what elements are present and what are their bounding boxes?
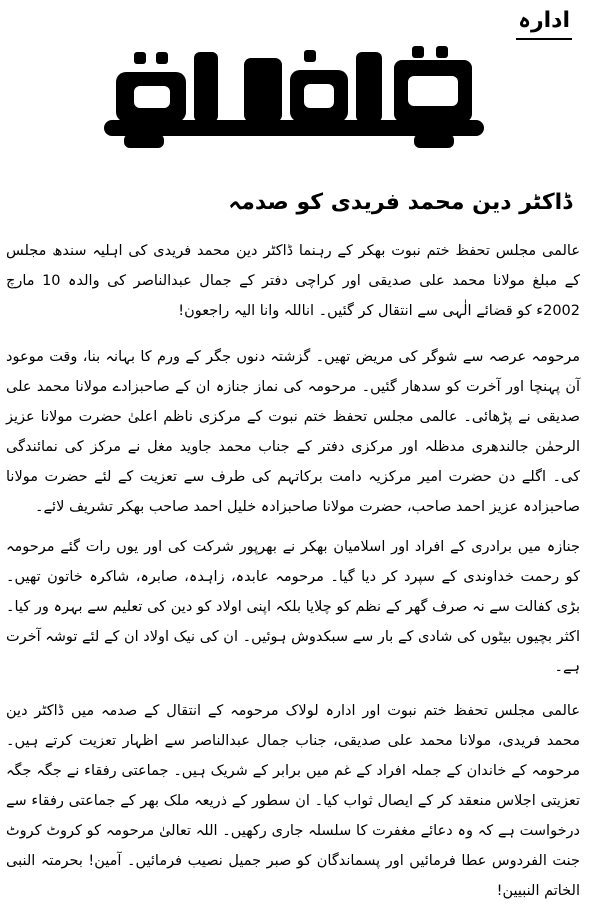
section-tag: ادارہ — [516, 4, 572, 40]
masthead — [94, 42, 494, 150]
article-headline: ڈاکٹر دین محمد فریدی کو صدمہ — [228, 190, 572, 215]
paragraph-4: عالمی مجلس تحفظ ختم نبوت اور ادارہ لولاک مرحومہ کے انتقال کے صدمہ میں ڈاکٹر دین محمد فریدی، مولانا محمد علی صدیقی، جناب جمال عبدالناصر سے اظہار تعزیت کرتے ہیں۔ مرحومہ کے خاندان کے جملہ افراد کے غم میں برابر کے شریک ہیں۔ جماعتی رفقاء نے جگہ جگہ تعزیتی اجلاس منعقد کر کے ایصال ثواب کیا۔ ان سطور کے ذریعہ ملک بھر کے جماعتی رفقاء سے درخواست ہے کہ وہ دعائے مغفرت کا سلسلہ جاری رکھیں۔ اللہ تعالیٰ مرحومہ کو کروٹ کروٹ جنت الفردوس عطا فرمائیں اور پسماندگان کو صبر جمیل نصیب فرمائیں۔ آمین! بحرمتہ النبی الخاتم النبیین! — [6, 703, 580, 899]
paragraph-2: مرحومہ عرصہ سے شوگر کی مریض تھیں۔ گزشتہ دنوں جگر کے ورم کا بہانہ بنا، وقت موعود آن پہنچا اور آخرت کو سدھار گئیں۔ مرحومہ کی نماز جنازہ ان کے صاحبزادے مولانا محمد علی صدیقی نے پڑھائی۔ عالمی مجلس تحفظ ختم نبوت کے مرکزی ناظم اعلیٰ حضرت مولانا عزیز الرحمٰن جالندھری مدظلہ اور مرکزی دفتر کے جناب محمد جاوید مغل نے مرکز کی نمائندگی کی۔ اگلے دن حضرت امیر مرکزیہ دامت برکاتہم کی طرف سے تعزیت کے لئے حضرت مولانا صاحبزادہ عزیز احمد صاحب، حضرت مولانا صاحبزادہ خلیل احمد صاحب بھکر تشریف لائے۔ — [6, 349, 580, 515]
paragraph-3: جنازہ میں برادری کے افراد اور اسلامیان بھکر نے بھرپور شرکت کی اور یوں رات گئے مرحومہ کو رحمت خداوندی کے سپرد کر دیا گیا۔ مرحومہ عابدہ، زاہدہ، صابرہ، شاکرہ خاتون تھیں۔ بڑی کفالت سے نہ صرف گھر کے نظم کو چلایا بلکہ اپنی اولاد کو دین کی تعلیم سے بہرہ ور کیا۔ اکثر بچیوں بیٹوں کی شادی کے بار سے سبکدوش ہوئیں۔ ان کی نیک اولاد ان کے لئے توشہ آخرت ہے۔ — [6, 539, 580, 675]
article-body — [6, 236, 580, 906]
paragraph-1: عالمی مجلس تحفظ ختم نبوت بھکر کے رہنما ڈاکٹر دین محمد فریدی کی اہلیہ سندھ مجلس کے مبلغ مولانا محمد علی صدیقی اور کراچی دفتر کے جمال عبدالناصر کی والدہ 10 مارچ 2002ء کو قضائے الٰہی سے انتقال کر گئیں۔ اناللہ وانا الیہ راجعون! — [6, 243, 580, 319]
masthead-lettering — [94, 42, 494, 150]
